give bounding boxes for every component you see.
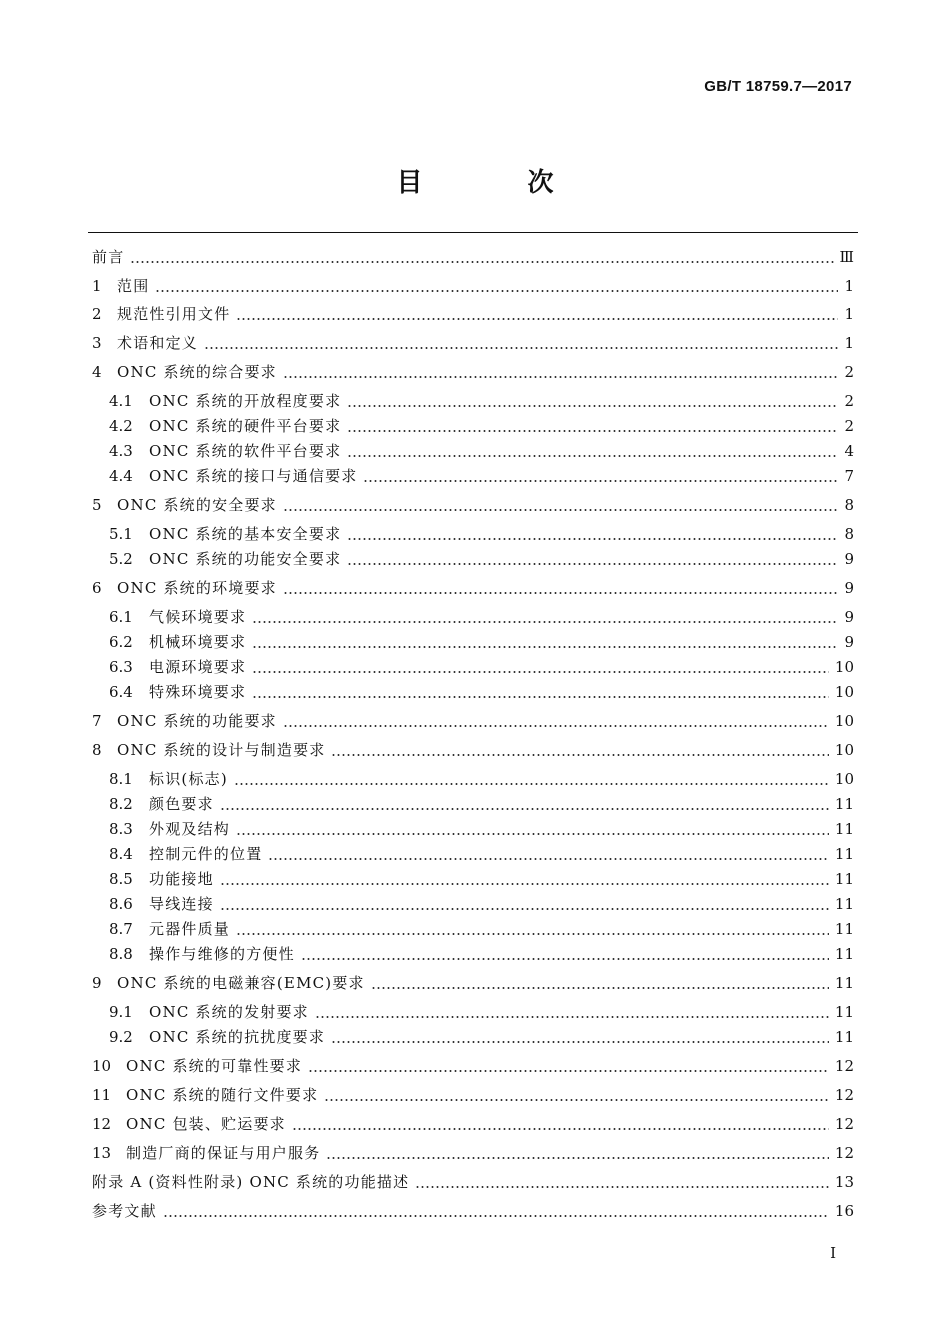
toc-entry-page: 11 [834,845,854,863]
toc-entry-page: 11 [834,795,854,813]
toc-entry-title: 外观及结构 [149,820,231,838]
dot-leader [236,833,829,835]
toc-entry-number: 12 [92,1115,112,1133]
toc-entry-page: 11 [834,1003,854,1021]
toc-entry-number: 5.1 [109,525,133,543]
toc-entry-title: ONC 包装、贮运要求 [126,1115,286,1133]
toc-entry-title: ONC 系统的软件平台要求 [149,442,342,460]
dot-leader [234,783,829,785]
dot-leader [155,290,838,292]
dot-leader [292,1128,829,1130]
toc-entry-page: 8 [844,496,854,514]
toc-entry-page: 1 [844,305,854,323]
dot-leader [283,509,838,511]
toc-entry-title: ONC 系统的安全要求 [117,496,277,514]
toc-entry[interactable] [92,1081,854,1105]
toc-entry-number: 8.8 [109,945,133,963]
toc-entry-number: 6.3 [109,658,133,676]
toc-entry-title: 范围 [117,277,150,295]
dot-leader [236,933,829,935]
toc-entry[interactable] [109,915,854,939]
dot-leader [220,908,829,910]
toc-entry-page: Ⅲ [839,248,854,266]
toc-entry-title: ONC 系统的电磁兼容(EMC)要求 [117,974,365,992]
toc-entry-page: 10 [834,712,854,730]
toc-entry[interactable] [92,1052,854,1076]
toc-entry-number: 3 [92,334,102,352]
toc-entry[interactable] [92,574,854,598]
toc-entry-number: 4.1 [109,392,133,410]
toc-entry-page: 9 [844,550,854,568]
toc-entry-title: 前言 [92,248,125,266]
toc-entry[interactable] [109,815,854,839]
toc-entry-title: ONC 系统的综合要求 [117,363,277,381]
toc-entry-page: 9 [844,608,854,626]
toc-entry-title: ONC 系统的可靠性要求 [126,1057,303,1075]
dot-leader [220,883,829,885]
toc-entry-page: 13 [834,1173,854,1191]
dot-leader [163,1215,829,1217]
toc-entry[interactable] [109,387,854,411]
toc-entry-page: 2 [844,392,854,410]
toc-entry-number: 11 [92,1086,112,1104]
toc-entry-title: ONC 系统的功能要求 [117,712,277,730]
toc-entry[interactable] [92,1197,854,1221]
toc-entry-page: 11 [834,870,854,888]
toc-entry-title: 机械环境要求 [149,633,247,651]
dot-leader [301,958,829,960]
toc-entry-title: 规范性引用文件 [117,305,231,323]
toc-entry-title: ONC 系统的功能安全要求 [149,550,342,568]
toc-entry-page: 12 [834,1057,854,1075]
toc-entry-title: ONC 系统的接口与通信要求 [149,467,358,485]
toc-entry-title: 电源环境要求 [149,658,247,676]
toc-entry[interactable] [92,329,854,353]
dot-leader [308,1070,829,1072]
toc-entry[interactable] [92,1168,854,1192]
toc-entry-page: 11 [834,945,854,963]
table-of-contents [92,0,854,1344]
toc-entry-number: 8.4 [109,845,133,863]
toc-entry-number: 8.3 [109,820,133,838]
toc-entry-number: 4 [92,363,102,381]
toc-entry[interactable] [109,998,854,1022]
toc-entry-title: 元器件质量 [149,920,231,938]
toc-entry[interactable] [109,865,854,889]
toc-entry[interactable] [109,653,854,677]
toc-entry-number: 6 [92,579,102,597]
toc-entry-page: 12 [834,1144,854,1162]
toc-entry[interactable] [109,603,854,627]
toc-entry-title: ONC 系统的抗扰度要求 [149,1028,326,1046]
toc-entry[interactable] [92,358,854,382]
dot-leader [331,1041,829,1043]
page-number: Ⅰ [830,1244,836,1262]
toc-entry[interactable] [109,520,854,544]
toc-entry-page: 12 [834,1115,854,1133]
toc-entry-number: 4.2 [109,417,133,435]
toc-entry-title: 标识(标志) [149,770,228,788]
toc-entry-page: 11 [834,1028,854,1046]
toc-entry-number: 2 [92,305,102,323]
toc-entry-page: 10 [834,741,854,759]
toc-entry-page: 10 [834,770,854,788]
toc-entry-number: 8.2 [109,795,133,813]
toc-entry-number: 9.2 [109,1028,133,1046]
dot-leader [347,455,838,457]
toc-entry-title: 操作与维修的方便性 [149,945,295,963]
dot-leader [268,858,829,860]
dot-leader [347,538,838,540]
toc-entry-page: 2 [844,417,854,435]
toc-entry-title: ONC 系统的发射要求 [149,1003,309,1021]
toc-entry-title: 气候环境要求 [149,608,247,626]
toc-entry-number: 6.4 [109,683,133,701]
toc-entry-number: 6.1 [109,608,133,626]
toc-entry[interactable] [92,300,854,324]
toc-entry-title: 颜色要求 [149,795,214,813]
toc-entry-page: 9 [844,633,854,651]
toc-entry-title: 参考文献 [92,1202,157,1220]
toc-entry-page: 11 [834,974,854,992]
toc-entry-title: 导线连接 [149,895,214,913]
toc-entry-page: 12 [834,1086,854,1104]
toc-entry-title: ONC 系统的设计与制造要求 [117,741,326,759]
dot-leader [252,621,838,623]
toc-entry-page: 11 [834,820,854,838]
toc-entry[interactable] [109,437,854,461]
document-code: GB/T 18759.7—2017 [704,78,852,95]
toc-entry-number: 8.7 [109,920,133,938]
toc-entry-number: 8.6 [109,895,133,913]
toc-entry-number: 1 [92,277,102,295]
toc-entry-title: ONC 系统的开放程度要求 [149,392,342,410]
dot-leader [220,808,829,810]
toc-entry-page: 11 [834,895,854,913]
dot-leader [283,592,838,594]
toc-entry-page: 1 [844,277,854,295]
dot-leader [347,430,838,432]
toc-entry[interactable] [109,765,854,789]
toc-entry[interactable] [109,628,854,652]
toc-entry-number: 4.3 [109,442,133,460]
toc-entry-title: 特殊环境要求 [149,683,247,701]
dot-leader [315,1016,829,1018]
toc-entry-number: 8 [92,741,102,759]
toc-entry[interactable] [109,678,854,702]
toc-entry-number: 9.1 [109,1003,133,1021]
dot-leader [252,646,838,648]
dot-leader [236,318,838,320]
toc-entry-page: 4 [844,442,854,460]
dot-leader [415,1186,829,1188]
toc-entry-title: 控制元件的位置 [149,845,263,863]
toc-entry-number: 8.5 [109,870,133,888]
toc-entry-number: 6.2 [109,633,133,651]
toc-entry[interactable] [109,462,854,486]
toc-entry-title: 附录 A (资料性附录) ONC 系统的功能描述 [92,1173,410,1191]
dot-leader [347,563,838,565]
toc-entry-page: 7 [844,467,854,485]
dot-leader [363,480,838,482]
toc-entry-title: ONC 系统的环境要求 [117,579,277,597]
toc-entry-title: ONC 系统的硬件平台要求 [149,417,342,435]
toc-entry-title: 术语和定义 [117,334,199,352]
toc-entry-page: 11 [834,920,854,938]
toc-entry-page: 16 [834,1202,854,1220]
toc-entry[interactable] [92,491,854,515]
toc-entry[interactable] [109,545,854,569]
toc-entry[interactable] [92,272,854,296]
toc-entry-number: 5.2 [109,550,133,568]
toc-entry[interactable] [109,840,854,864]
toc-entry[interactable] [109,890,854,914]
toc-entry-number: 13 [92,1144,112,1162]
toc-entry[interactable] [92,969,854,993]
dot-leader [347,405,838,407]
toc-entry[interactable] [92,707,854,731]
toc-entry[interactable] [109,412,854,436]
toc-entry[interactable] [92,736,854,760]
toc-entry[interactable] [109,940,854,964]
dot-leader [130,261,833,263]
toc-entry-title: ONC 系统的基本安全要求 [149,525,342,543]
dot-leader [331,754,828,756]
toc-title: 目 次 [396,168,602,198]
toc-entry[interactable] [109,1023,854,1047]
toc-entry-number: 9 [92,974,102,992]
toc-entry[interactable] [92,243,854,267]
toc-entry-title: 制造厂商的保证与用户服务 [126,1144,321,1162]
toc-entry-page: 8 [844,525,854,543]
dot-leader [371,987,829,989]
toc-entry-number: 4.4 [109,467,133,485]
toc-entry-number: 5 [92,496,102,514]
dot-leader [326,1157,829,1159]
toc-entry[interactable] [109,790,854,814]
toc-entry-page: 9 [844,579,854,597]
dot-leader [252,671,829,673]
toc-entry-page: 10 [834,683,854,701]
toc-entry-number: 10 [92,1057,112,1075]
dot-leader [283,725,829,727]
dot-leader [252,696,829,698]
dot-leader [283,376,838,378]
toc-entry-number: 8.1 [109,770,133,788]
toc-entry-page: 2 [844,363,854,381]
toc-entry-number: 7 [92,712,102,730]
toc-entry-page: 10 [834,658,854,676]
toc-entry-title: 功能接地 [149,870,214,888]
dot-leader [204,347,838,349]
toc-entry-page: 1 [844,334,854,352]
toc-entry[interactable] [92,1110,854,1134]
toc-entry-title: ONC 系统的随行文件要求 [126,1086,319,1104]
toc-entry[interactable] [92,1139,854,1163]
dot-leader [324,1099,829,1101]
